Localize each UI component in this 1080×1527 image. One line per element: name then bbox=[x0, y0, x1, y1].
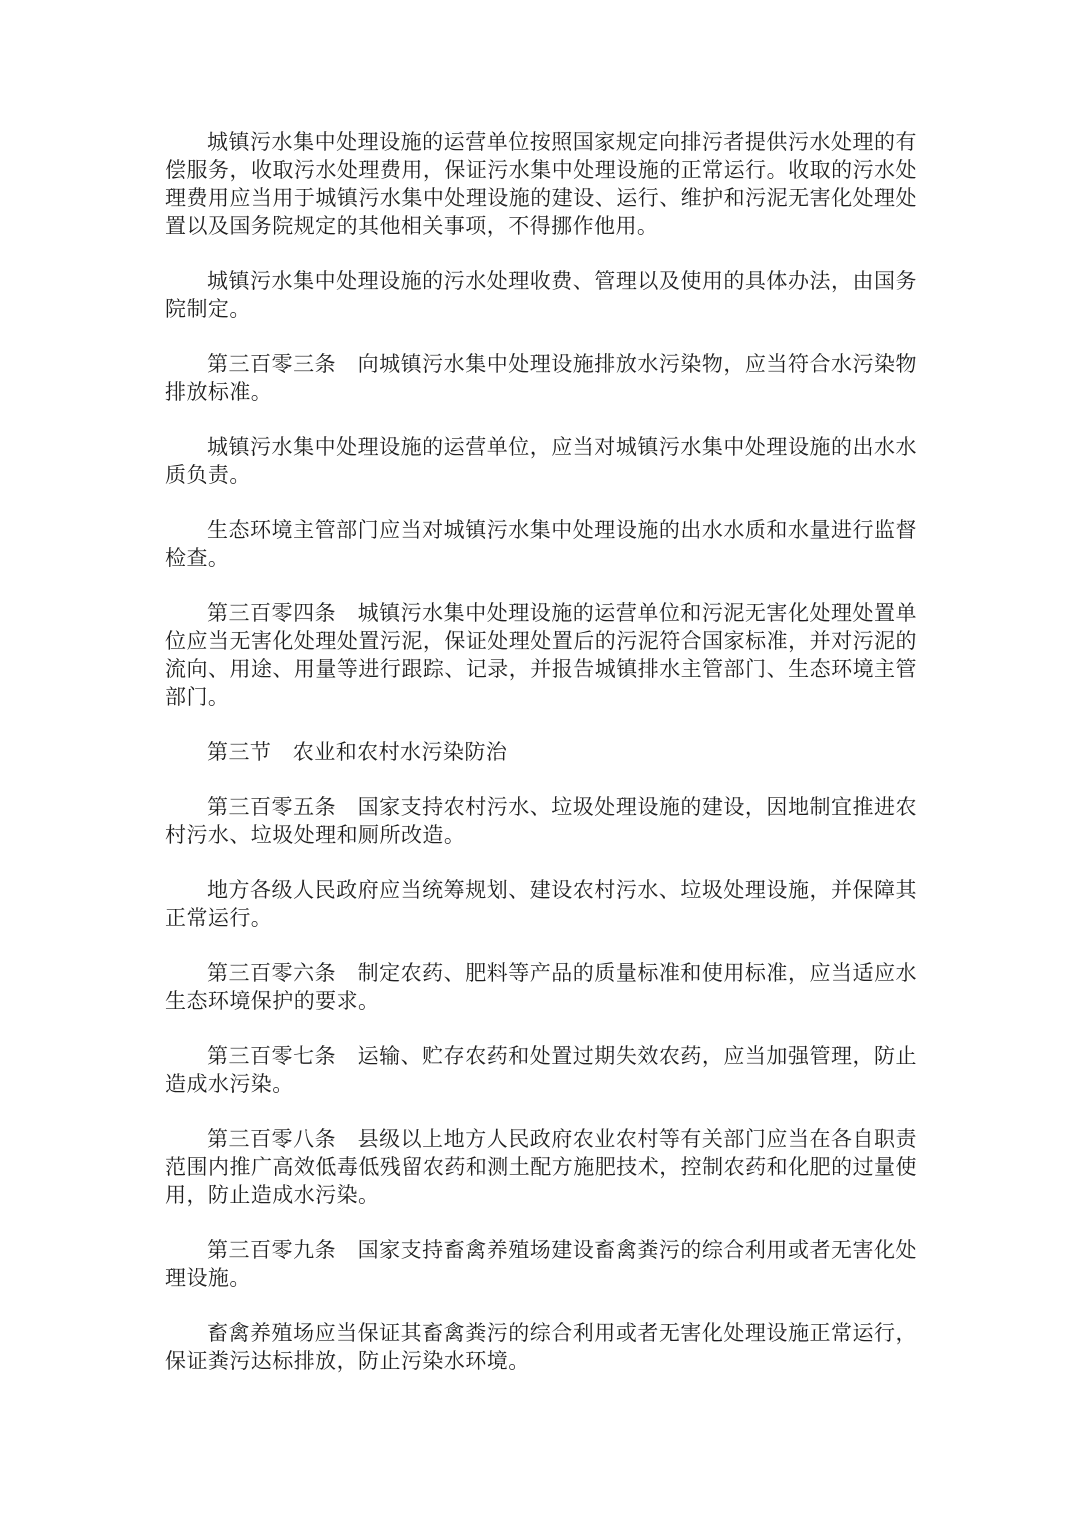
article-305: 第三百零五条 国家支持农村污水、垃圾处理设施的建设，因地制宜推进农村污水、垃圾处理和厕所改造。 bbox=[165, 795, 917, 847]
article-304: 第三百零四条 城镇污水集中处理设施的运营单位和污泥无害化处理处置单位应当无害化处理处置污泥，保证处理处置后的污泥符合国家标准，并对污泥的流向、用途、用量等进行跟踪、记录，并报告城镇排水主管部门、生态环境主管部门。 bbox=[165, 601, 917, 709]
article-308: 第三百零八条 县级以上地方人民政府农业农村等有关部门应当在各自职责范围内推广高效低毒低残留农药和测土配方施肥技术，控制农药和化肥的过量使用，防止造成水污染。 bbox=[165, 1127, 917, 1207]
article-307: 第三百零七条 运输、贮存农药和处置过期失效农药，应当加强管理，防止造成水污染。 bbox=[165, 1044, 917, 1096]
article-306: 第三百零六条 制定农药、肥料等产品的质量标准和使用标准，应当适应水生态环境保护的要求。 bbox=[165, 961, 917, 1013]
document-body bbox=[165, 128, 917, 1402]
paragraph-livestock-farm: 畜禽养殖场应当保证其畜禽粪污的综合利用或者无害化处理设施正常运行，保证粪污达标排放，防止污染水环境。 bbox=[165, 1321, 917, 1373]
paragraph-sewage-fee-service: 城镇污水集中处理设施的运营单位按照国家规定向排污者提供污水处理的有偿服务，收取污水处理费用，保证污水集中处理设施的正常运行。收取的污水处理费用应当用于城镇污水集中处理设施的建设、运行、维护和污泥无害化处理处置以及国务院规定的其他相关事项，不得挪作他用。 bbox=[165, 130, 917, 238]
article-303: 第三百零三条 向城镇污水集中处理设施排放水污染物，应当符合水污染物排放标准。 bbox=[165, 352, 917, 404]
paragraph-effluent-quality: 城镇污水集中处理设施的运营单位，应当对城镇污水集中处理设施的出水水质负责。 bbox=[165, 435, 917, 487]
article-309: 第三百零九条 国家支持畜禽养殖场建设畜禽粪污的综合利用或者无害化处理设施。 bbox=[165, 1238, 917, 1290]
section-heading-3: 第三节 农业和农村水污染防治 bbox=[207, 740, 508, 764]
paragraph-local-government: 地方各级人民政府应当统筹规划、建设农村污水、垃圾处理设施，并保障其正常运行。 bbox=[165, 878, 917, 930]
paragraph-supervision: 生态环境主管部门应当对城镇污水集中处理设施的出水水质和水量进行监督检查。 bbox=[165, 518, 917, 570]
paragraph-fee-measures: 城镇污水集中处理设施的污水处理收费、管理以及使用的具体办法，由国务院制定。 bbox=[165, 269, 917, 321]
